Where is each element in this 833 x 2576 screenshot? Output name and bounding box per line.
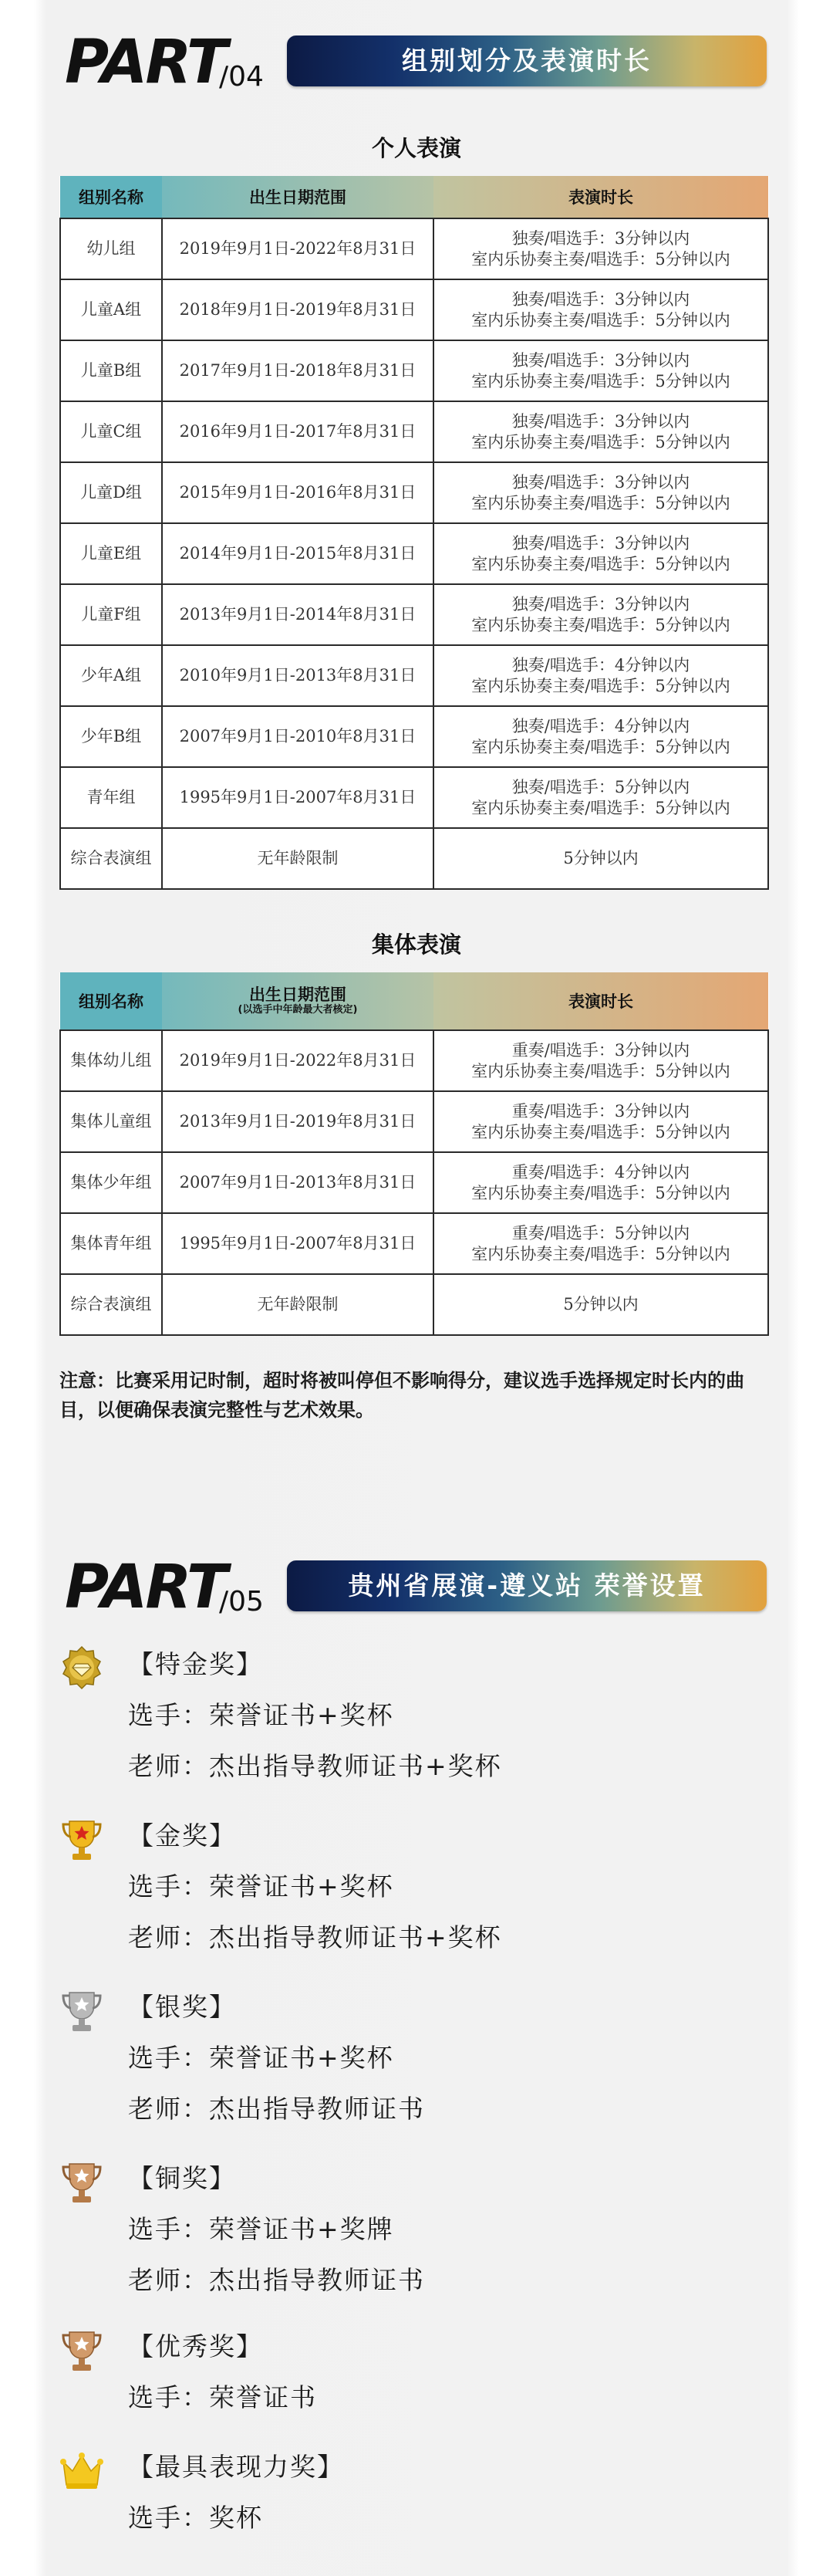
- group-cell: 集体少年组: [60, 1152, 162, 1213]
- header-birth-label: 出生日期范围: [249, 985, 346, 1004]
- group-cell: 集体幼儿组: [60, 1030, 162, 1091]
- table-row: [60, 584, 768, 645]
- gold-trophy-icon: [59, 1817, 105, 1864]
- header-birth: [162, 972, 433, 1030]
- table-row: [60, 401, 768, 462]
- duration-cell: [433, 340, 768, 401]
- birth-cell: 2015年9月1日-2016年8月31日: [162, 462, 433, 523]
- duration-line-2: 室内乐协奏主奏/唱选手：5分钟以内: [471, 1061, 730, 1080]
- individual-title: 个人表演: [371, 135, 461, 161]
- birth-cell: 2019年9月1日-2022年8月31日: [162, 218, 433, 279]
- duration-line-1: 重奏/唱选手：5分钟以内: [511, 1223, 690, 1242]
- duration-line-1: 独奏/唱选手：3分钟以内: [511, 594, 690, 614]
- table-row: [60, 1213, 768, 1274]
- table-row: [60, 1152, 768, 1213]
- duration-line-2: 室内乐协奏主奏/唱选手：5分钟以内: [471, 1244, 730, 1263]
- birth-cell: 1995年9月1日-2007年8月31日: [162, 1213, 433, 1274]
- award-title: 【优秀奖】: [128, 2331, 263, 2361]
- duration-line-1: 独奏/唱选手：3分钟以内: [511, 228, 690, 248]
- duration-cell: [433, 462, 768, 523]
- group-perf-header-row: [60, 972, 768, 1030]
- header-group: 组别名称: [60, 176, 162, 218]
- table-row: [60, 279, 768, 340]
- birth-cell: 2010年9月1日-2013年8月31日: [162, 645, 433, 706]
- duration-cell: [433, 645, 768, 706]
- part04-header: [65, 28, 774, 97]
- table-row: [60, 706, 768, 767]
- bronze-trophy-icon: [59, 2159, 105, 2207]
- group-cell: 少年B组: [60, 706, 162, 767]
- duration-line-1: 独奏/唱选手：3分钟以内: [511, 289, 690, 309]
- birth-cell: 2007年9月1日-2010年8月31日: [162, 706, 433, 767]
- duration-cell: [433, 279, 768, 340]
- birth-cell: 2019年9月1日-2022年8月31日: [162, 1030, 433, 1091]
- duration-line-1: 5分钟以内: [563, 849, 639, 867]
- group-cell: 青年组: [60, 767, 162, 828]
- table-row: [60, 523, 768, 584]
- table-row: [60, 767, 768, 828]
- part04-banner: [287, 35, 767, 86]
- group-cell: 集体青年组: [60, 1213, 162, 1274]
- silver-trophy-icon: [59, 1988, 105, 2036]
- duration-line-2: 室内乐协奏主奏/唱选手：5分钟以内: [471, 310, 730, 330]
- award-line: 选手：荣誉证书+奖牌: [128, 2214, 394, 2244]
- duration-line-2: 室内乐协奏主奏/唱选手：5分钟以内: [471, 1183, 730, 1202]
- duration-cell: [433, 767, 768, 828]
- award-line: 选手：荣誉证书: [128, 2382, 317, 2412]
- duration-line-2: 室内乐协奏主奏/唱选手：5分钟以内: [471, 432, 730, 451]
- duration-cell: [433, 1152, 768, 1213]
- award-title: 【金奖】: [128, 1820, 236, 1851]
- birth-cell: 2014年9月1日-2015年8月31日: [162, 523, 433, 584]
- part04-banner-text: 组别划分及表演时长: [402, 46, 652, 76]
- duration-cell: [433, 1274, 768, 1335]
- duration-line-2: 室内乐协奏主奏/唱选手：5分钟以内: [471, 737, 730, 756]
- award-title: 【最具表现力奖】: [128, 2452, 344, 2482]
- duration-line-2: 室内乐协奏主奏/唱选手：5分钟以内: [471, 798, 730, 817]
- group-cell: 儿童A组: [60, 279, 162, 340]
- diamond-medal-icon: [59, 1645, 105, 1693]
- duration-cell: [433, 706, 768, 767]
- duration-line-1: 独奏/唱选手：3分钟以内: [511, 472, 690, 492]
- duration-cell: [433, 828, 768, 889]
- birth-cell: 2018年9月1日-2019年8月31日: [162, 279, 433, 340]
- duration-line-1: 重奏/唱选手：4分钟以内: [511, 1162, 690, 1182]
- award-line: 选手：荣誉证书+奖杯: [128, 2043, 394, 2073]
- duration-cell: [433, 1091, 768, 1152]
- birth-cell: 2013年9月1日-2019年8月31日: [162, 1091, 433, 1152]
- crown-icon: [59, 2448, 105, 2496]
- duration-line-2: 室内乐协奏主奏/唱选手：5分钟以内: [471, 371, 730, 390]
- duration-line-1: 独奏/唱选手：3分钟以内: [511, 533, 690, 553]
- duration-cell: [433, 584, 768, 645]
- duration-line-1: 独奏/唱选手：4分钟以内: [511, 655, 690, 674]
- duration-cell: [433, 401, 768, 462]
- timing-note: 注意：比赛采用记时制，超时将被叫停但不影响得分，建议选手选择规定时长内的曲目，以便确保表演完整性与艺术效果。: [59, 1370, 744, 1421]
- duration-cell: [433, 1030, 768, 1091]
- duration-line-1: 独奏/唱选手：5分钟以内: [511, 777, 690, 796]
- part05-banner-text: 贵州省展演-遵义站 荣誉设置: [348, 1570, 706, 1601]
- part05-word: PART: [65, 1553, 226, 1622]
- award-title: 【特金奖】: [128, 1649, 263, 1679]
- individual-table: [59, 176, 769, 890]
- group-cell: 儿童E组: [60, 523, 162, 584]
- duration-line-2: 室内乐协奏主奏/唱选手：5分钟以内: [471, 615, 730, 634]
- group-perf-title: 集体表演: [371, 931, 461, 958]
- group-perf-table: [59, 972, 769, 1336]
- group-cell: 少年A组: [60, 645, 162, 706]
- award-line: 老师：杰出指导教师证书+奖杯: [128, 1751, 502, 1781]
- table-row: [60, 1091, 768, 1152]
- group-cell: 集体儿童组: [60, 1091, 162, 1152]
- group-cell: 综合表演组: [60, 1274, 162, 1335]
- table-row: [60, 828, 768, 889]
- duration-line-1: 独奏/唱选手：3分钟以内: [511, 350, 690, 370]
- header-birth: 出生日期范围: [162, 176, 433, 218]
- birth-cell: 无年龄限制: [162, 1274, 433, 1335]
- header-birth-note: (以选手中年龄最大者核定): [238, 1003, 358, 1016]
- duration-line-2: 室内乐协奏主奏/唱选手：5分钟以内: [471, 554, 730, 573]
- group-cell: 儿童C组: [60, 401, 162, 462]
- birth-cell: 1995年9月1日-2007年8月31日: [162, 767, 433, 828]
- birth-cell: 无年龄限制: [162, 828, 433, 889]
- award-line: 选手：奖杯: [128, 2503, 263, 2533]
- duration-line-1: 独奏/唱选手：4分钟以内: [511, 716, 690, 735]
- table-row: [60, 645, 768, 706]
- duration-line-1: 5分钟以内: [563, 1295, 639, 1313]
- part05-banner: [287, 1560, 767, 1611]
- birth-cell: 2016年9月1日-2017年8月31日: [162, 401, 433, 462]
- part04-word: PART: [65, 28, 226, 97]
- table-row: [60, 1030, 768, 1091]
- group-cell: 儿童B组: [60, 340, 162, 401]
- table-row: [60, 340, 768, 401]
- duration-line-1: 重奏/唱选手：3分钟以内: [511, 1101, 690, 1121]
- duration-line-2: 室内乐协奏主奏/唱选手：5分钟以内: [471, 676, 730, 695]
- birth-cell: 2007年9月1日-2013年8月31日: [162, 1152, 433, 1213]
- award-line: 选手：荣誉证书+奖杯: [128, 1700, 394, 1730]
- header-duration: 表演时长: [433, 972, 768, 1030]
- award-line: 老师：杰出指导教师证书+奖杯: [128, 1922, 502, 1952]
- header-group: 组别名称: [60, 972, 162, 1030]
- group-cell: 儿童F组: [60, 584, 162, 645]
- birth-cell: 2017年9月1日-2018年8月31日: [162, 340, 433, 401]
- duration-line-2: 室内乐协奏主奏/唱选手：5分钟以内: [471, 1122, 730, 1141]
- award-line: 老师：杰出指导教师证书: [128, 2265, 425, 2295]
- award-title: 【银奖】: [128, 1992, 236, 2022]
- birth-cell: 2013年9月1日-2014年8月31日: [162, 584, 433, 645]
- table-row: [60, 462, 768, 523]
- duration-line-1: 独奏/唱选手：3分钟以内: [511, 411, 690, 431]
- part04-number: /04: [219, 61, 264, 93]
- duration-cell: [433, 1213, 768, 1274]
- duration-cell: [433, 218, 768, 279]
- award-line: 老师：杰出指导教师证书: [128, 2094, 425, 2124]
- duration-line-2: 室内乐协奏主奏/唱选手：5分钟以内: [471, 493, 730, 512]
- individual-header-row: [60, 176, 768, 218]
- group-cell: 综合表演组: [60, 828, 162, 889]
- header-duration: 表演时长: [433, 176, 768, 218]
- part05-number: /05: [219, 1586, 264, 1618]
- duration-line-1: 重奏/唱选手：3分钟以内: [511, 1040, 690, 1060]
- award-line: 选手：荣誉证书+奖杯: [128, 1871, 394, 1902]
- duration-line-2: 室内乐协奏主奏/唱选手：5分钟以内: [471, 249, 730, 269]
- group-cell: 幼儿组: [60, 218, 162, 279]
- part05-header: [65, 1553, 774, 1622]
- excellence-trophy-icon: [59, 2328, 105, 2375]
- table-row: [60, 218, 768, 279]
- group-cell: 儿童D组: [60, 462, 162, 523]
- table-row: [60, 1274, 768, 1335]
- award-title: 【铜奖】: [128, 2163, 236, 2193]
- duration-cell: [433, 523, 768, 584]
